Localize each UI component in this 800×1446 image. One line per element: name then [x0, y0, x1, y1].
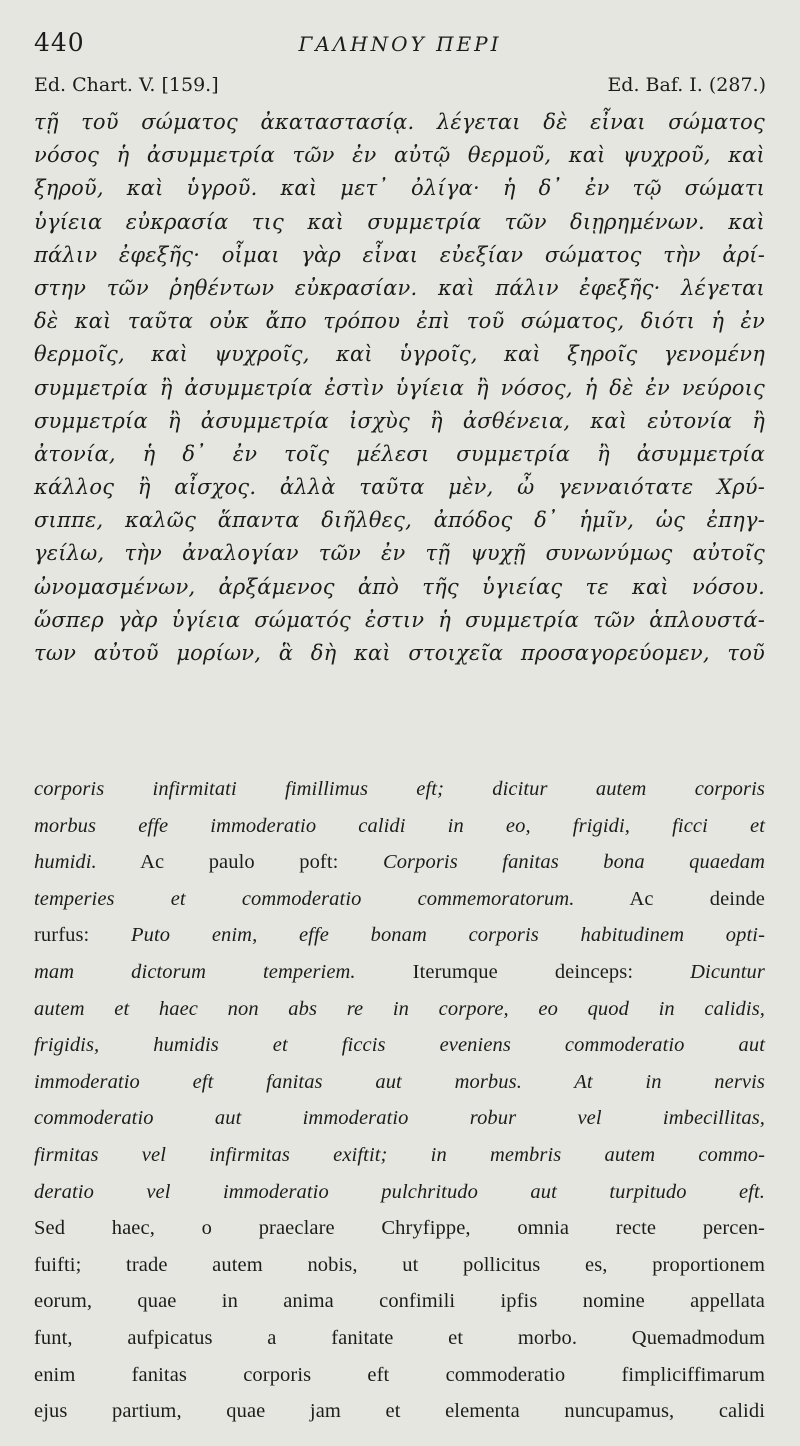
- latin-roman-segment: ejus partium, quae jam et elementa nuncupamus, calidi: [34, 1400, 765, 1423]
- latin-roman-segment: Ac deinde: [574, 887, 765, 910]
- greek-text-line: στην τῶν ῥηθέντων εὐκρασίαν. καὶ πάλιν ἐφεξῆς· λέγεται: [34, 275, 765, 300]
- latin-text-line: [34, 917, 765, 954]
- greek-text-line: ὠνομασμένων, ἀρξάμενος ἀπὸ τῆς ὑγιείας τε καὶ νόσου.: [34, 574, 765, 599]
- latin-text-line: [34, 1283, 765, 1320]
- latin-text-line: [34, 1064, 765, 1101]
- running-title: ΓΑΛΗΝΟΥ ΠΕΡΙ: [298, 32, 502, 56]
- greek-text-line: κάλλος ἢ αἶσχος. ἀλλὰ ταῦτα μὲν, ὦ γενναιότατε Χρύ-: [34, 475, 765, 500]
- greek-text-line: των αὐτοῦ μορίων, ἃ δὴ καὶ στοιχεῖα προσαγορεύομεν, τοῦ: [34, 641, 765, 665]
- greek-text-line: ὑγίεια εὐκρασία τις καὶ συμμετρία τῶν διῃρημένων. καὶ: [34, 209, 765, 234]
- greek-text-line: ὥσπερ γὰρ ὑγίεια σώματός ἐστιν ἡ συμμετρία τῶν ἁπλουστά-: [34, 607, 765, 632]
- greek-text-block: [34, 106, 765, 670]
- latin-text-line: [34, 1393, 765, 1430]
- edition-chartier: Ed. Chart. V. [159.]: [34, 74, 219, 96]
- greek-text-line: συμμετρία ἢ ἀσυμμετρία ἐστὶν ὑγίεια ἢ νόσος, ἡ δὲ ἐν νεύροις: [34, 375, 765, 400]
- greek-text-line: τῇ τοῦ σώματος ἀκαταστασίᾳ. λέγεται δὲ εἶναι σώματος: [34, 110, 765, 134]
- running-head: [34, 28, 766, 62]
- greek-text-line: ξηροῦ, καὶ ὑγροῦ. καὶ μετ᾽ ὀλίγα· ἡ δ᾽ ἐν τῷ σώματι: [34, 176, 765, 201]
- latin-italic-segment: immoderatio eft fanitas aut morbus. At in nervis: [34, 1070, 765, 1093]
- latin-roman-segment: fuifti; trade autem nobis, ut pollicitus es, proportionem: [34, 1253, 765, 1276]
- greek-text-line: νόσος ἡ ἀσυμμετρία τῶν ἐν αὐτῷ θερμοῦ, καὶ ψυχροῦ, καὶ: [34, 143, 765, 168]
- latin-roman-segment: funt, aufpicatus a fanitate et morbo. Quemadmodum: [34, 1326, 765, 1349]
- latin-text-line: [34, 771, 765, 808]
- latin-text-line: [34, 1247, 765, 1284]
- latin-italic-segment: commoderatio aut immoderatio robur vel imbecillitas,: [34, 1107, 765, 1130]
- latin-italic-segment: firmitas vel infirmitas exiftit; in membris autem commo-: [34, 1143, 765, 1166]
- edition-references: [34, 74, 766, 104]
- latin-roman-segment: Iterumque deinceps:: [355, 960, 691, 983]
- edition-basel: Ed. Baf. I. (287.): [607, 74, 766, 96]
- latin-italic-segment: temperies et commoderatio commemoratorum.: [34, 887, 575, 910]
- latin-text-line: [34, 844, 765, 881]
- latin-italic-segment: humidi.: [34, 851, 97, 874]
- greek-text-line: δὲ καὶ ταῦτα οὐκ ἄπο τρόπου ἐπὶ τοῦ σώματος, διότι ἡ ἐν: [34, 309, 765, 334]
- latin-text-line: [34, 1174, 765, 1211]
- greek-text-line: ἀτονία, ἡ δ᾽ ἐν τοῖς μέλεσι συμμετρία ἢ ἀσυμμετρία: [34, 441, 765, 466]
- latin-roman-segment: Sed haec, o praeclare Chryfippe, omnia recte percen-: [34, 1217, 765, 1240]
- greek-text-line: σιππε, καλῶς ἅπαντα διῆλθες, ἀπόδος δ᾽ ἡμῖν, ὡς ἐπηγ-: [34, 508, 765, 533]
- latin-italic-segment: mam dictorum temperiem.: [34, 960, 356, 983]
- latin-italic-segment: morbus effe immoderatio calidi in eo, frigidi, ficci et: [34, 814, 765, 837]
- latin-italic-segment: autem et haec non abs re in corpore, eo quod in calidis,: [34, 997, 765, 1020]
- latin-roman-segment: eorum, quae in anima confimili ipfis nomine appellata: [34, 1290, 765, 1313]
- latin-text-line: [34, 954, 765, 991]
- latin-text-line: [34, 881, 765, 918]
- page-number: 440: [34, 28, 85, 57]
- latin-text-line: [34, 1027, 765, 1064]
- latin-italic-segment: corporis infirmitati fimillimus eft; dicitur autem corporis: [34, 778, 765, 800]
- latin-roman-segment: Ac paulo poft:: [96, 851, 383, 874]
- latin-roman-segment: enim fanitas corporis eft commoderatio fimpliciffimarum: [34, 1363, 765, 1386]
- latin-text-line: [34, 991, 765, 1028]
- latin-text-block: [34, 771, 765, 1430]
- latin-italic-segment: deratio vel immoderatio pulchritudo aut turpitudo eft.: [34, 1180, 765, 1203]
- latin-text-line: [34, 1320, 765, 1357]
- latin-text-line: [34, 1357, 765, 1394]
- greek-text-line: πάλιν ἐφεξῆς· οἶμαι γὰρ εἶναι εὐεξίαν σώματος τὴν ἀρί-: [34, 242, 765, 267]
- latin-text-line: [34, 808, 765, 845]
- latin-text-line: [34, 1210, 765, 1247]
- latin-text-line: [34, 1100, 765, 1137]
- greek-text-line: θερμοῖς, καὶ ψυχροῖς, καὶ ὑγροῖς, καὶ ξηροῖς γενομένη: [34, 342, 765, 367]
- latin-italic-segment: Puto enim, effe bonam corporis habitudinem opti-: [131, 924, 765, 947]
- greek-text-line: γείλω, τὴν ἀναλογίαν τῶν ἐν τῇ ψυχῇ συνωνύμως αὐτοῖς: [34, 541, 765, 566]
- latin-italic-segment: Corporis fanitas bona quaedam: [382, 851, 765, 874]
- latin-text-line: [34, 1137, 765, 1174]
- latin-italic-segment: frigidis, humidis et ficcis eveniens commoderatio aut: [34, 1034, 765, 1057]
- greek-text-line: συμμετρία ἢ ἀσυμμετρία ἰσχὺς ἢ ἀσθένεια, καὶ εὐτονία ἢ: [34, 408, 765, 433]
- latin-roman-segment: rurfus:: [34, 924, 132, 947]
- latin-italic-segment: Dicuntur: [690, 960, 765, 983]
